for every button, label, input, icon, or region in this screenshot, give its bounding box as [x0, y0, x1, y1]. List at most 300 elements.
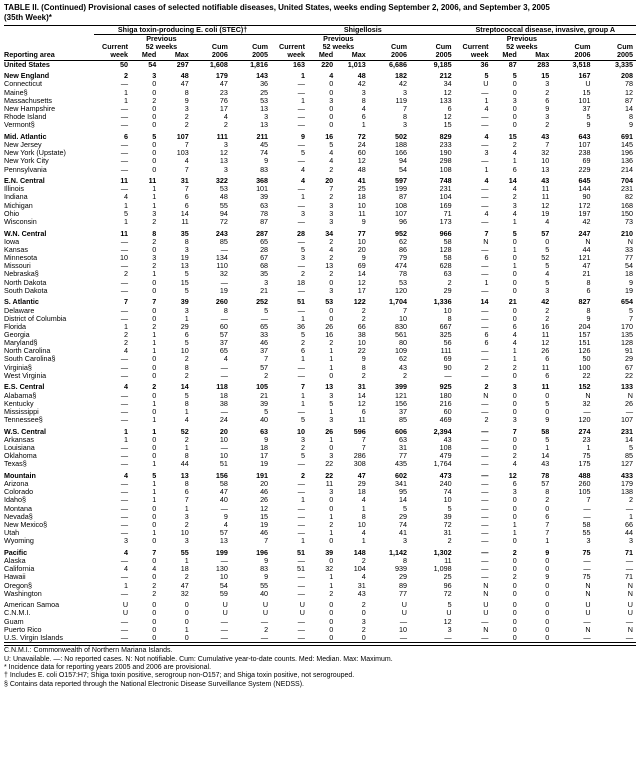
value-cell: 46: [260, 339, 269, 348]
value-cell: 0: [152, 617, 157, 626]
value-cell: 29: [625, 355, 633, 364]
value-cell: —: [297, 460, 305, 469]
value-cell: 19: [625, 286, 633, 295]
value-cell: 126: [578, 347, 591, 356]
value-cell: —: [120, 149, 129, 158]
value-cell: 597: [395, 177, 407, 186]
value-cell: 190: [439, 149, 452, 158]
reporting-area-cell: Connecticut: [4, 80, 42, 89]
value-cell: 3: [152, 209, 157, 218]
value-cell: 0: [512, 504, 517, 513]
value-cell: 1: [184, 314, 189, 323]
value-cell: 1: [329, 573, 334, 582]
value-cell: 0: [329, 278, 334, 287]
value-cell: 145: [621, 141, 633, 150]
value-cell: 2: [184, 435, 189, 444]
value-cell: 7: [545, 141, 550, 150]
value-cell: 47: [357, 471, 366, 480]
table-row: [4, 97, 636, 105]
value-cell: 83: [260, 565, 269, 574]
value-cell: 11: [541, 185, 550, 194]
value-cell: 1: [184, 407, 189, 416]
value-cell: 135: [621, 330, 633, 339]
value-cell: 3: [329, 452, 334, 461]
value-cell: 12: [219, 149, 228, 158]
value-cell: 0: [329, 617, 334, 626]
value-cell: 58: [443, 237, 452, 246]
value-cell: —: [220, 407, 228, 416]
value-cell: 43: [541, 460, 550, 469]
table-row: [4, 565, 636, 573]
value-cell: 75: [582, 548, 591, 557]
value-cell: 72: [357, 132, 366, 141]
value-cell: 136: [621, 157, 633, 166]
value-cell: 3: [124, 537, 129, 546]
value-cell: 2: [152, 237, 157, 246]
value-cell: 4: [361, 104, 366, 113]
value-cell: 53: [260, 96, 269, 105]
value-cell: 21: [582, 270, 591, 279]
reporting-area-cell: New Jersey: [4, 141, 42, 150]
reporting-area-cell: District of Columbia: [4, 314, 67, 323]
value-cell: —: [120, 278, 129, 287]
value-cell: 325: [439, 330, 452, 339]
value-cell: 1,764: [433, 460, 452, 469]
value-cell: —: [120, 355, 129, 364]
value-cell: 1: [512, 355, 517, 364]
value-cell: 3: [629, 537, 633, 546]
value-cell: 2: [124, 72, 129, 81]
value-cell: 0: [329, 88, 334, 97]
value-cell: 15: [582, 88, 591, 97]
value-cell: 5: [586, 113, 591, 122]
value-cell: 0: [545, 504, 550, 513]
value-cell: 12: [625, 88, 633, 97]
value-cell: —: [120, 314, 129, 323]
reporting-area-header: Reporting area: [4, 51, 55, 60]
value-cell: U: [262, 609, 269, 618]
value-cell: 4: [300, 177, 305, 186]
value-cell: 8: [586, 306, 591, 315]
value-cell: —: [481, 399, 489, 408]
value-cell: —: [297, 633, 305, 642]
reporting-area-cell: Delaware: [4, 306, 35, 315]
value-cell: 29: [357, 480, 366, 489]
value-cell: 2: [264, 371, 269, 380]
value-cell: 75: [582, 452, 591, 461]
table-row: [4, 157, 636, 165]
value-cell: 433: [621, 471, 633, 480]
value-cell: 10: [120, 254, 129, 263]
value-cell: —: [481, 88, 489, 97]
value-cell: 1: [300, 537, 305, 546]
value-cell: 77: [357, 229, 366, 238]
value-cell: 43: [541, 177, 550, 186]
value-cell: 1: [329, 435, 334, 444]
reporting-area-cell: Kentucky: [4, 399, 34, 408]
value-cell: 65: [260, 237, 269, 246]
table-row: [4, 557, 636, 565]
value-cell: —: [481, 529, 489, 538]
value-cell: 15: [260, 512, 269, 521]
value-cell: 78: [399, 270, 407, 279]
value-cell: 0: [152, 520, 157, 529]
value-cell: 0: [152, 435, 157, 444]
value-cell: 3: [512, 96, 517, 105]
value-cell: 37: [399, 407, 407, 416]
value-cell: 12: [357, 278, 366, 287]
value-cell: 37: [219, 339, 228, 348]
value-cell: 2: [124, 330, 129, 339]
value-cell: 208: [621, 72, 633, 81]
value-cell: 31: [399, 444, 407, 452]
reporting-area-cell: Minnesota: [4, 254, 38, 263]
value-cell: 36: [296, 322, 305, 331]
value-cell: 3: [329, 201, 334, 210]
value-cell: 65: [219, 347, 228, 356]
reporting-area-cell: Rhode Island: [4, 113, 47, 122]
value-cell: 48: [357, 165, 366, 174]
reporting-area-cell: Florida: [4, 322, 26, 331]
value-cell: 74: [260, 149, 269, 158]
value-cell: —: [481, 520, 489, 529]
value-cell: 0: [329, 633, 334, 642]
value-cell: 19: [541, 209, 550, 218]
value-cell: 2: [545, 88, 550, 97]
max-header: Max: [174, 51, 189, 60]
weeks52-header: 52 weeks: [506, 43, 538, 52]
value-cell: 63: [399, 435, 407, 444]
value-cell: 8: [184, 399, 189, 408]
value-cell: 6: [545, 512, 550, 521]
value-cell: 9: [223, 512, 228, 521]
value-cell: 0: [512, 444, 517, 452]
year-2005-header: 2005: [252, 51, 269, 60]
value-cell: 14: [541, 452, 550, 461]
weeks52-header: 52 weeks: [145, 43, 178, 52]
value-cell: 6: [361, 113, 366, 122]
value-cell: 170: [621, 322, 633, 331]
value-cell: 25: [260, 88, 269, 97]
value-cell: 52: [180, 427, 189, 436]
value-cell: 39: [260, 193, 269, 202]
value-cell: 5: [629, 444, 633, 452]
value-cell: 0: [329, 371, 334, 380]
value-cell: 3: [300, 254, 305, 263]
value-cell: 13: [325, 383, 334, 392]
table-row: [4, 521, 636, 529]
value-cell: 5: [152, 471, 157, 480]
table-row: [4, 505, 636, 513]
value-cell: 104: [353, 565, 366, 574]
value-cell: 73: [625, 217, 633, 226]
reporting-area-cell: Pennsylvania: [4, 165, 47, 174]
value-cell: 643: [578, 132, 591, 141]
value-cell: 7: [300, 383, 305, 392]
value-cell: 0: [329, 121, 334, 130]
value-cell: 5: [184, 339, 189, 348]
value-cell: 1: [124, 581, 129, 590]
value-cell: 19: [180, 254, 189, 263]
value-cell: 691: [621, 132, 633, 141]
value-cell: 7: [264, 355, 269, 364]
value-cell: 17: [260, 452, 269, 461]
value-cell: 4: [329, 149, 334, 158]
value-cell: 1: [361, 504, 366, 513]
value-cell: 118: [216, 383, 228, 392]
value-cell: 14: [399, 496, 407, 505]
value-cell: 2: [447, 278, 452, 287]
footnote: § Contains data reported through the National Electronic Disease Surveillance System (NEDSS).: [4, 680, 304, 688]
current-header: Current: [279, 43, 305, 52]
value-cell: 120: [578, 416, 591, 425]
value-cell: 2: [629, 496, 633, 505]
table-row: [4, 218, 636, 226]
value-cell: 20: [260, 480, 269, 489]
value-cell: 0: [329, 557, 334, 566]
value-cell: 2: [184, 113, 189, 122]
value-cell: 13: [219, 537, 228, 546]
value-cell: 57: [219, 330, 228, 339]
value-cell: 0: [512, 589, 517, 598]
value-cell: 173: [439, 217, 452, 226]
value-cell: 2: [329, 339, 334, 348]
value-cell: 2: [545, 121, 550, 130]
value-cell: 2: [300, 339, 305, 348]
value-cell: 2: [184, 520, 189, 529]
value-cell: 8: [223, 306, 228, 315]
value-cell: 7: [361, 444, 366, 452]
group-header-strep: Streptococcal disease, invasive, group A: [455, 26, 636, 35]
value-cell: —: [220, 617, 228, 626]
value-cell: 10: [357, 201, 366, 210]
reporting-area-cell: Wisconsin: [4, 217, 37, 226]
value-cell: 2: [152, 383, 157, 392]
value-cell: 2: [300, 471, 305, 480]
value-cell: —: [625, 557, 633, 566]
value-cell: U: [299, 601, 305, 610]
value-cell: 36: [260, 80, 269, 89]
value-cell: 5: [264, 306, 269, 315]
value-cell: 0: [512, 581, 517, 590]
value-cell: 925: [439, 383, 452, 392]
value-cell: 67: [260, 254, 269, 263]
value-cell: 6: [512, 480, 517, 489]
value-cell: 5: [152, 132, 157, 141]
value-cell: 0: [545, 589, 550, 598]
value-cell: 8: [152, 229, 157, 238]
value-cell: 952: [395, 229, 407, 238]
value-cell: 58: [219, 480, 228, 489]
value-cell: 166: [395, 149, 407, 158]
table-row: [4, 238, 636, 246]
value-cell: 4: [124, 193, 129, 202]
value-cell: 243: [215, 229, 228, 238]
value-cell: 3: [512, 201, 517, 210]
value-cell: 0: [512, 399, 517, 408]
value-cell: 8: [184, 480, 189, 489]
value-cell: 827: [578, 298, 591, 307]
value-cell: 8: [361, 96, 366, 105]
value-cell: 108: [439, 165, 452, 174]
value-cell: 704: [621, 177, 633, 186]
value-cell: 2: [329, 270, 334, 279]
value-cell: 0: [152, 557, 157, 566]
value-cell: 90: [443, 363, 452, 372]
value-cell: 109: [395, 347, 407, 356]
value-cell: 2: [545, 314, 550, 323]
value-cell: 2: [184, 121, 189, 130]
value-cell: 179: [621, 480, 633, 489]
value-cell: 211: [256, 132, 269, 141]
value-cell: 2: [361, 557, 366, 566]
value-cell: 0: [329, 625, 334, 634]
value-cell: 1: [124, 217, 129, 226]
value-cell: N: [627, 581, 633, 590]
current-header: Current: [102, 43, 129, 52]
value-cell: 1: [300, 496, 305, 505]
value-cell: 0: [512, 391, 517, 400]
value-cell: 4: [512, 460, 517, 469]
value-cell: 48: [180, 72, 189, 81]
value-cell: 10: [180, 529, 189, 538]
value-cell: 0: [152, 278, 157, 287]
value-cell: 104: [439, 193, 452, 202]
value-cell: 2: [484, 363, 489, 372]
value-cell: 210: [621, 229, 633, 238]
value-cell: U: [401, 609, 407, 618]
value-cell: 1: [152, 416, 157, 425]
value-cell: 0: [329, 496, 334, 505]
value-cell: —: [120, 460, 129, 469]
value-cell: 78: [625, 80, 633, 89]
value-cell: —: [481, 488, 489, 497]
table-row: [4, 307, 636, 315]
value-cell: 231: [621, 427, 633, 436]
value-cell: 25: [357, 185, 366, 194]
value-cell: 12: [443, 617, 452, 626]
value-cell: 2: [447, 537, 452, 546]
value-cell: 0: [512, 512, 517, 521]
value-cell: 87: [260, 217, 269, 226]
value-cell: 4: [124, 548, 129, 557]
value-cell: 4: [484, 132, 489, 141]
value-cell: 12: [508, 471, 517, 480]
value-cell: 2: [484, 383, 489, 392]
reporting-area-cell: New York City: [4, 157, 49, 166]
value-cell: 7: [545, 529, 550, 538]
value-cell: 10: [399, 314, 407, 323]
value-cell: 1: [484, 96, 489, 105]
value-cell: 5: [447, 601, 452, 610]
group-header-stec: Shiga toxin-producing E. coli (STEC)†: [94, 26, 271, 35]
value-cell: 43: [399, 363, 407, 372]
value-cell: 10: [443, 496, 452, 505]
value-cell: 2: [361, 371, 366, 380]
value-cell: —: [481, 460, 489, 469]
value-cell: 2: [512, 452, 517, 461]
value-cell: 297: [176, 60, 189, 69]
table-row: [4, 141, 636, 149]
value-cell: 469: [439, 416, 452, 425]
value-cell: N: [627, 237, 633, 246]
table-row: [4, 279, 636, 287]
value-cell: 0: [152, 407, 157, 416]
value-cell: 11: [148, 177, 157, 186]
value-cell: 182: [395, 72, 407, 81]
value-cell: —: [297, 141, 305, 150]
value-cell: 5: [512, 72, 517, 81]
table-row: [4, 113, 636, 121]
reporting-area-cell: Montana: [4, 504, 32, 513]
value-cell: 191: [256, 471, 269, 480]
year-2006-header: 2006: [574, 51, 591, 60]
value-cell: 62: [399, 355, 407, 364]
value-cell: 103: [176, 149, 189, 158]
value-cell: 1: [512, 347, 517, 356]
value-cell: 1: [300, 355, 305, 364]
value-cell: 8: [447, 314, 452, 323]
table-row: [4, 210, 636, 218]
value-cell: 66: [357, 322, 366, 331]
value-cell: 830: [395, 322, 407, 331]
value-cell: 16: [325, 132, 334, 141]
value-cell: 18: [180, 565, 189, 574]
value-cell: 42: [399, 80, 407, 89]
value-cell: 196: [256, 548, 269, 557]
table-row: [4, 166, 636, 174]
value-cell: 8: [184, 237, 189, 246]
value-cell: 2: [152, 262, 157, 271]
cum-header: Cum: [617, 43, 633, 52]
value-cell: 41: [357, 177, 366, 186]
table-row: [4, 339, 636, 347]
title-line-1: TABLE II. (Continued) Provisional cases of selected notifiable diseases, United States, weeks ending September 2, 2006, and September 3, 2005: [4, 3, 550, 12]
value-cell: 0: [184, 601, 189, 610]
reporting-area-cell: Alabama§: [4, 391, 37, 400]
value-cell: 35: [180, 229, 189, 238]
value-cell: —: [220, 278, 228, 287]
previous-header: Previous: [323, 34, 354, 44]
value-cell: 1: [300, 399, 305, 408]
value-cell: 25: [443, 573, 452, 582]
value-cell: 1: [545, 444, 550, 452]
table-row: [4, 590, 636, 598]
value-cell: 0: [152, 504, 157, 513]
value-cell: 9: [629, 278, 633, 287]
value-cell: 44: [582, 245, 591, 254]
value-cell: 4: [361, 573, 366, 582]
value-cell: 596: [353, 427, 366, 436]
value-cell: —: [220, 504, 228, 513]
value-cell: —: [120, 245, 129, 254]
value-cell: 1: [329, 407, 334, 416]
value-cell: 9: [300, 132, 305, 141]
value-cell: 286: [353, 452, 366, 461]
value-cell: 3: [184, 306, 189, 315]
value-cell: 96: [443, 581, 452, 590]
value-cell: 18: [296, 278, 305, 287]
value-cell: 5: [184, 270, 189, 279]
value-cell: 5: [184, 391, 189, 400]
value-cell: 18: [260, 444, 269, 452]
value-cell: —: [297, 217, 305, 226]
value-cell: 1,013: [347, 60, 366, 69]
value-cell: 7: [124, 298, 129, 307]
reporting-area-cell: South Carolina§: [4, 355, 56, 364]
value-cell: 111: [216, 132, 228, 141]
value-cell: 0: [512, 407, 517, 416]
